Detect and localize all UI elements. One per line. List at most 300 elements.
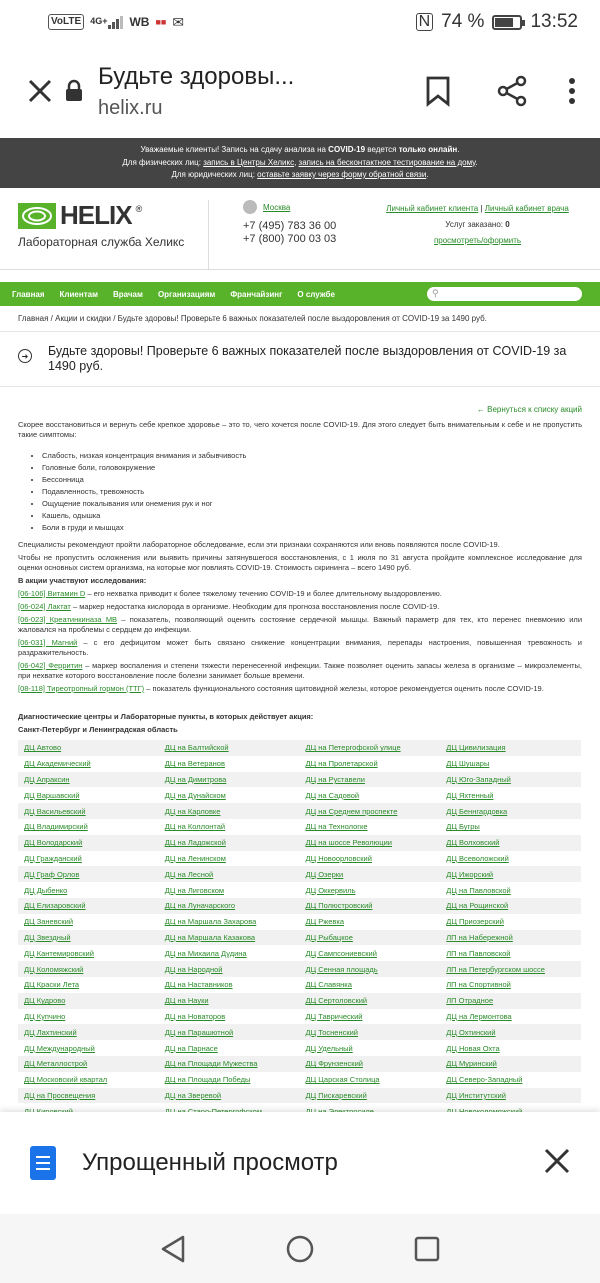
center-link[interactable]: ДЦ Граф Орлов — [24, 869, 80, 879]
center-link[interactable]: ДЦ на Ладожской — [164, 838, 226, 848]
center-link[interactable]: ДЦ Кантемировский — [24, 948, 94, 958]
home-test-link[interactable]: запись на бесконтактное тестирование на дому — [298, 157, 476, 167]
center-link[interactable]: ДЦ Таврический — [305, 1011, 363, 1021]
nfc-icon: N — [416, 13, 434, 31]
center-link[interactable]: ДЦ на Маршала Казакова — [164, 932, 256, 942]
center-link[interactable]: ДЦ Заневский — [24, 917, 74, 927]
page-address[interactable] — [98, 63, 406, 120]
table-row — [18, 914, 581, 930]
table-cell — [440, 914, 581, 930]
table-cell — [18, 898, 159, 914]
center-link[interactable]: ДЦ на Павловской — [446, 885, 511, 895]
table-cell — [159, 945, 300, 961]
center-link[interactable]: ДЦ на Лесной — [164, 869, 214, 879]
carrier-icon: WB — [129, 15, 150, 29]
table-cell — [159, 1056, 300, 1072]
center-link[interactable]: ДЦ Володарский — [24, 838, 83, 848]
doctor-cabinet-link[interactable]: Личный кабинет врача — [484, 204, 569, 213]
lock-icon[interactable] — [62, 69, 86, 113]
center-link[interactable]: ДЦ Ржевка — [305, 917, 345, 927]
table-cell — [18, 835, 159, 851]
bookmark-button[interactable] — [416, 69, 460, 113]
center-link[interactable]: ДЦ на Науки — [164, 996, 209, 1006]
site-header — [0, 188, 600, 270]
symptoms-list — [42, 450, 582, 534]
signal-icon: 4G+ — [90, 16, 123, 29]
table-cell — [159, 930, 300, 946]
page-title: Будьте здоровы... — [98, 62, 295, 90]
table-cell — [159, 914, 300, 930]
table-row — [18, 1056, 581, 1072]
research-item: [06-023] Креатинкиназа МВ – показатель, позволяющий оценить состояние сердечной мышцы. Важный параметр для тех, кто перенес пневмонию или жаловался на проблемы с сердцем до инфекции. — [18, 615, 583, 634]
research-item: [08-118] Тиреотропный гормон (ТТГ) – показатель функционального состояния щитовидной железы, которое рекомендуется оценить после COVID-19. — [18, 684, 544, 693]
table-cell — [18, 1056, 159, 1072]
center-link[interactable]: ДЦ Международный — [24, 1043, 95, 1053]
page-domain: helix.ru — [98, 96, 163, 119]
center-link[interactable]: ДЦ Яхтенный — [446, 790, 494, 800]
web-page — [0, 138, 600, 1120]
app-icon: ■■ — [155, 17, 167, 27]
client-cabinet-link[interactable]: Личный кабинет клиента — [386, 204, 479, 213]
center-link[interactable]: ДЦ Дыбенко — [24, 885, 68, 895]
test-link-vitamin-d[interactable]: [06-106] Витамин D — [18, 589, 86, 598]
center-link[interactable]: ДЦ Ижорский — [446, 869, 494, 879]
recents-icon[interactable] — [413, 1235, 441, 1263]
center-link[interactable]: ДЦ на Народной — [164, 964, 223, 974]
center-link[interactable]: ДЦ на Михаила Дудина — [164, 948, 247, 958]
center-link[interactable]: ДЦ Северо-Западный — [446, 1075, 523, 1085]
table-cell — [18, 961, 159, 977]
table-row — [18, 961, 581, 977]
table-cell — [18, 756, 159, 772]
promo-text: Чтобы не пропустить осложнения или выявить причины затянувшегося восстановления, с 1 июля по 31 августа пройдите комплексное исследование для оценки основных систем организма, на которые мог повлиять COVID-19. Стоимость скрининга – всего 1490 руб. — [18, 553, 582, 572]
table-cell — [300, 882, 441, 898]
table-cell — [440, 851, 581, 867]
research-item: [06-031] Магний – с его дефицитом может быть связано снижение концентрации внимания, перепады настроения, повышенная тревожность и раздражительность. — [18, 638, 582, 657]
centers-table — [18, 740, 581, 1135]
table-cell — [159, 819, 300, 835]
account-links: Личный кабинет клиента | Личный кабинет врача Услуг заказано: 0 просмотреть/оформить — [373, 200, 582, 269]
center-link[interactable]: ДЦ Варшавский — [24, 790, 80, 800]
center-link[interactable]: ДЦ Шушары — [446, 759, 490, 769]
center-link[interactable]: ДЦ на Садовой — [305, 790, 360, 800]
table-cell — [300, 1088, 441, 1104]
center-link[interactable]: ДЦ Приозерский — [446, 917, 504, 927]
list-item: • Слабость, низкая концентрация внимания и забывчивость — [42, 450, 582, 462]
table-row — [18, 977, 581, 993]
center-link[interactable]: ДЦ Купчино — [24, 1011, 66, 1021]
centers-title: Диагностические центры и Лабораторные пункты, в которых действует акция: — [18, 712, 314, 721]
table-cell — [18, 914, 159, 930]
table-cell — [159, 835, 300, 851]
table-cell — [18, 882, 159, 898]
table-cell — [300, 1072, 441, 1088]
center-link[interactable]: ДЦ на Площади Победы — [164, 1075, 251, 1085]
table-cell — [440, 866, 581, 882]
table-cell — [300, 945, 441, 961]
battery-percent: 74 % — [441, 11, 485, 32]
center-link[interactable]: ЛП на Набережной — [446, 932, 513, 942]
table-cell — [300, 756, 441, 772]
search-icon: ⚲ — [432, 288, 439, 298]
table-row — [18, 993, 581, 1009]
search-input[interactable] — [427, 287, 582, 301]
table-cell — [440, 1009, 581, 1025]
globe-icon — [243, 200, 257, 214]
table-cell — [300, 819, 441, 835]
arrow-right-icon: ➔ — [18, 349, 32, 363]
share-icon — [496, 75, 528, 107]
center-link[interactable]: ДЦ Цивилизация — [446, 743, 506, 753]
phone-free[interactable]: +7 (800) 700 03 03 — [243, 233, 337, 245]
mail-icon: ✉ — [172, 13, 185, 30]
table-row — [18, 1072, 581, 1088]
table-cell — [440, 803, 581, 819]
center-link[interactable]: ДЦ Металлострой — [24, 1059, 88, 1069]
table-cell — [159, 851, 300, 867]
center-link[interactable]: ДЦ на Маршала Захарова — [164, 917, 257, 927]
table-cell — [300, 803, 441, 819]
table-cell — [18, 945, 159, 961]
table-row — [18, 835, 581, 851]
table-cell — [159, 898, 300, 914]
home-icon[interactable] — [285, 1234, 315, 1264]
table-cell — [440, 945, 581, 961]
center-link[interactable]: ДЦ Тосненский — [305, 1027, 358, 1037]
table-cell — [159, 1072, 300, 1088]
table-cell — [159, 961, 300, 977]
table-cell — [18, 1072, 159, 1088]
back-icon[interactable] — [159, 1234, 187, 1264]
center-link[interactable]: ДЦ на Просвещения — [24, 1090, 96, 1100]
table-cell — [300, 961, 441, 977]
table-cell — [440, 1024, 581, 1040]
table-cell — [18, 1040, 159, 1056]
table-cell — [159, 882, 300, 898]
list-item: • Ощущение покалывания или онемения рук и ног — [42, 498, 582, 510]
center-link[interactable]: ДЦ Охтинский — [446, 1027, 496, 1037]
table-cell — [440, 1040, 581, 1056]
table-cell — [300, 835, 441, 851]
center-link[interactable]: ДЦ на Площади Мужества — [164, 1059, 258, 1069]
research-title: В акции участвуют исследования: — [18, 576, 147, 585]
center-link[interactable]: ДЦ на Среднем проспекте — [305, 806, 398, 816]
center-link[interactable]: ДЦ Академический — [24, 759, 91, 769]
table-cell — [159, 1088, 300, 1104]
covid-notice: Уважаемые клиенты! Запись на сдачу анализа на COVID-19 ведется только онлайн. Для физических лиц: запись в Центры Хеликс, запись на бесконтактное тестирование на дому. Для юридических лиц: оставьте заявку через форму обратной связи. — [0, 138, 600, 188]
center-link[interactable]: ДЦ Пискаревский — [305, 1090, 367, 1100]
table-cell — [440, 993, 581, 1009]
table-cell — [300, 1056, 441, 1072]
center-link[interactable]: ДЦ Автово — [24, 743, 62, 753]
center-link[interactable]: ДЦ Славянка — [305, 980, 352, 990]
list-item: • Головные боли, головокружение — [42, 462, 582, 474]
research-item: [06-024] Лактат – маркер недостатка кислорода в организме. Необходим для прогноза восстановления после COVID-19. — [18, 602, 440, 611]
intro-text: Скорее восстановиться и вернуть себе крепкое здоровье – это то, чего хочется после COVID-19. Для этого следует быть внимательным к себе и не пропустить такие симптомы: — [18, 420, 582, 439]
table-cell — [440, 740, 581, 756]
center-link[interactable]: ДЦ Новая Охта — [446, 1043, 500, 1053]
center-link[interactable]: ДЦ Волховский — [446, 838, 500, 848]
table-cell — [18, 851, 159, 867]
table-row — [18, 851, 581, 867]
table-cell — [300, 851, 441, 867]
table-row — [18, 930, 581, 946]
list-item: • Бессонница — [42, 474, 582, 486]
center-link[interactable]: ДЦ Всеволожский — [446, 853, 509, 863]
table-cell — [440, 772, 581, 788]
battery-icon — [492, 15, 522, 30]
center-link[interactable]: ДЦ Апраксин — [24, 774, 70, 784]
center-link[interactable]: ДЦ на Технологке — [305, 822, 368, 832]
menu-button[interactable] — [562, 69, 582, 113]
center-link[interactable]: ДЦ Краски Лета — [24, 980, 80, 990]
table-cell — [159, 1040, 300, 1056]
research-item: [06-042] Ферритин – маркер воспаления и степени тяжести перенесенной инфекции. Также позволяет оценить запасы железа в организме – микроэлементы, при нехватке которого восстановление после болезни занимает больше времени. — [18, 661, 582, 680]
table-cell — [18, 1009, 159, 1025]
main-nav — [0, 282, 600, 306]
orders-count: Услуг заказано: 0 — [445, 220, 510, 229]
table-cell — [300, 772, 441, 788]
center-link[interactable]: ДЦ Московский квартал — [24, 1075, 108, 1085]
center-link[interactable]: ДЦ на Новаторов — [164, 1011, 226, 1021]
back-to-promos-link[interactable]: ← Вернуться к списку акций — [476, 405, 582, 414]
table-cell — [300, 1009, 441, 1025]
center-link[interactable]: ДЦ на Руставели — [305, 774, 365, 784]
center-link[interactable]: ДЦ Сертоловский — [305, 996, 368, 1006]
center-link[interactable]: ДЦ на Петергофской улице — [305, 743, 401, 753]
center-link[interactable]: ДЦ на Наставников — [164, 980, 233, 990]
helix-logo-icon — [18, 203, 56, 229]
table-cell — [440, 787, 581, 803]
center-link[interactable]: ДЦ на Рощинской — [446, 901, 509, 911]
center-link[interactable]: ДЦ Васильевский — [24, 806, 86, 816]
status-bar — [0, 0, 600, 44]
center-link[interactable]: ЛП на Спортивной — [446, 980, 511, 990]
table-cell — [18, 993, 159, 1009]
table-cell — [440, 930, 581, 946]
table-cell — [300, 1024, 441, 1040]
logo-subtitle: Лабораторная служба Хеликс — [18, 235, 185, 249]
center-link[interactable]: ДЦ Владимирский — [24, 822, 88, 832]
table-row — [18, 787, 581, 803]
test-link-lactate[interactable]: [06-024] Лактат — [18, 602, 71, 611]
center-link[interactable]: ДЦ Гражданский — [24, 853, 82, 863]
center-link[interactable]: ДЦ Озерки — [305, 869, 344, 879]
table-cell — [440, 1056, 581, 1072]
table-row — [18, 1009, 581, 1025]
close-icon — [27, 78, 53, 104]
share-button[interactable] — [490, 69, 534, 113]
breadcrumb: Главная / Акции и скидки / Будьте здоровы! Проверьте 6 важных показателей после выздоровления от COVID-19 за 1490 руб. — [0, 306, 600, 332]
list-item: • Кашель, одышка — [42, 510, 582, 522]
table-cell — [440, 1088, 581, 1104]
simplified-view-bar[interactable] — [0, 1112, 600, 1214]
table-cell — [18, 772, 159, 788]
volte-indicator: VoLTE — [48, 14, 84, 30]
center-link[interactable]: ДЦ Новоорловский — [305, 853, 372, 863]
promo-title-box — [0, 332, 600, 387]
close-tab-button[interactable] — [18, 69, 62, 113]
table-cell — [440, 977, 581, 993]
clock: 13:52 — [530, 11, 578, 32]
city-selector[interactable]: Москва — [243, 200, 373, 214]
nav-doctors[interactable]: Врачам — [113, 289, 143, 299]
feedback-form-link[interactable]: оставьте заявку через форму обратной связи — [257, 170, 427, 179]
center-link[interactable]: ДЦ Кудрово — [24, 996, 66, 1006]
list-item: • Подавленность, тревожность — [42, 486, 582, 498]
center-link[interactable]: ДЦ Елизаровский — [24, 901, 86, 911]
center-link[interactable]: ДЦ на Коллонтай — [164, 822, 226, 832]
more-vert-icon — [568, 77, 576, 105]
bookmark-icon — [425, 76, 451, 106]
center-link[interactable]: ДЦ Сенная площадь — [305, 964, 378, 974]
table-cell — [18, 866, 159, 882]
center-link[interactable]: ДЦ на Карловке — [164, 806, 221, 816]
center-link[interactable]: ДЦ на Лермонтова — [446, 1011, 512, 1021]
document-icon — [30, 1146, 56, 1180]
center-link[interactable]: ДЦ на Зверевой — [164, 1090, 222, 1100]
center-link[interactable]: ДЦ Звездный — [24, 932, 71, 942]
center-link[interactable]: ДЦ на Ленинском — [164, 853, 226, 863]
center-link[interactable]: ДЦ Полюстровский — [305, 901, 373, 911]
center-link[interactable]: ДЦ Оккервиль — [305, 885, 356, 895]
table-row — [18, 803, 581, 819]
center-link[interactable]: ДЦ Муринский — [446, 1059, 497, 1069]
center-link[interactable]: ДЦ Царская Столица — [305, 1075, 380, 1085]
table-cell — [300, 740, 441, 756]
center-link[interactable]: ДЦ на Дунайском — [164, 790, 226, 800]
center-link[interactable]: ДЦ Коломяжский — [24, 964, 84, 974]
phone-moscow[interactable]: +7 (495) 783 36 00 — [243, 220, 337, 232]
table-cell — [440, 882, 581, 898]
table-row — [18, 1024, 581, 1040]
center-link[interactable]: ДЦ на Балтийской — [164, 743, 229, 753]
table-cell — [300, 914, 441, 930]
table-cell — [18, 1024, 159, 1040]
test-link-ferritin[interactable]: [06-042] Ферритин — [18, 661, 83, 670]
center-link[interactable]: ЛП на Павловской — [446, 948, 511, 958]
contacts — [208, 200, 373, 269]
table-cell — [159, 740, 300, 756]
table-cell — [300, 898, 441, 914]
nav-clients[interactable]: Клиентам — [59, 289, 98, 299]
table-cell — [18, 787, 159, 803]
center-link[interactable]: ДЦ Удельный — [305, 1043, 353, 1053]
center-link[interactable]: ДЦ Институтский — [446, 1090, 506, 1100]
center-link[interactable]: ДЦ на Лиговском — [164, 885, 225, 895]
center-link[interactable]: ДЦ на Димитрова — [164, 774, 227, 784]
table-cell — [159, 803, 300, 819]
table-cell — [159, 977, 300, 993]
table-row — [18, 866, 581, 882]
table-cell — [159, 756, 300, 772]
research-item: [06-106] Витамин D – его нехватка приводит к более тяжелому течению COVID-19 и более длительному выздоровлению. — [18, 589, 442, 598]
center-link[interactable]: ДЦ на Парашютной — [164, 1027, 234, 1037]
close-icon — [544, 1148, 570, 1174]
table-cell — [440, 898, 581, 914]
center-link[interactable]: ДЦ Лахтинский — [24, 1027, 77, 1037]
table-row — [18, 1088, 581, 1104]
center-link[interactable]: ДЦ на Луначарского — [164, 901, 236, 911]
table-cell — [440, 1072, 581, 1088]
region-title: Санкт-Петербург и Ленинградская область — [18, 725, 178, 734]
system-nav-bar — [0, 1214, 600, 1283]
center-link[interactable]: ДЦ на Ветеранов — [164, 759, 225, 769]
table-cell — [440, 961, 581, 977]
center-link[interactable]: ДЦ Фрунзенский — [305, 1059, 363, 1069]
table-cell — [159, 866, 300, 882]
table-cell — [440, 756, 581, 772]
table-cell — [159, 772, 300, 788]
nav-organizations[interactable]: Организациям — [157, 289, 216, 299]
center-link[interactable]: ДЦ Юго-Западный — [446, 774, 511, 784]
table-cell — [300, 977, 441, 993]
center-link[interactable]: ДЦ Сампсониевский — [305, 948, 377, 958]
article — [0, 405, 600, 1150]
table-cell — [18, 1088, 159, 1104]
list-item: • Боли в груди и мышцах — [42, 522, 582, 534]
table-row — [18, 740, 581, 756]
table-row — [18, 1040, 581, 1056]
table-cell — [18, 930, 159, 946]
table-cell — [159, 993, 300, 1009]
center-link[interactable]: ЛП на Петербургском шоссе — [446, 964, 545, 974]
dismiss-simplified-button[interactable] — [544, 1144, 570, 1183]
center-link[interactable]: ДЦ на Парнасе — [164, 1043, 218, 1053]
table-cell — [300, 866, 441, 882]
clinic-booking-link[interactable]: запись в Центры Хеликс — [203, 157, 295, 167]
simplified-view-label[interactable]: Упрощенный просмотр — [82, 1149, 338, 1176]
nav-home[interactable]: Главная — [12, 289, 45, 299]
nav-about[interactable]: О службе — [297, 289, 335, 299]
table-row — [18, 898, 581, 914]
test-link-ck-mb[interactable]: [06-023] Креатинкиназа МВ — [18, 615, 118, 624]
recommendation-text: Специалисты рекомендуют пройти лабораторное обследование, если эти признаки сохраняются или вновь появляются после COVID-19. — [18, 540, 500, 549]
table-cell — [440, 835, 581, 851]
table-cell — [159, 787, 300, 803]
table-row — [18, 819, 581, 835]
table-cell — [440, 819, 581, 835]
table-cell — [300, 1040, 441, 1056]
table-cell — [18, 740, 159, 756]
table-row — [18, 945, 581, 961]
table-cell — [300, 787, 441, 803]
test-link-tsh[interactable]: [08-118] Тиреотропный гормон (ТТГ) — [18, 684, 145, 693]
center-link[interactable]: ДЦ Бугры — [446, 822, 480, 832]
table-cell — [159, 1009, 300, 1025]
center-link[interactable]: ДЦ на Пролетарской — [305, 759, 378, 769]
browser-toolbar — [0, 44, 600, 138]
table-cell — [300, 930, 441, 946]
test-link-magnesium[interactable]: [06-031] Магний — [18, 638, 78, 647]
view-order-link[interactable]: просмотреть/оформить — [433, 236, 522, 245]
table-cell — [159, 1024, 300, 1040]
table-cell — [300, 993, 441, 1009]
logo[interactable]: HELIX ® Лабораторная служба Хеликс — [18, 200, 208, 269]
table-cell — [18, 803, 159, 819]
center-link[interactable]: ЛП Отрадное — [446, 996, 494, 1006]
nav-franchise[interactable]: Франчайзинг — [230, 289, 283, 299]
table-row — [18, 756, 581, 772]
table-cell — [18, 977, 159, 993]
table-row — [18, 882, 581, 898]
table-cell — [18, 819, 159, 835]
table-row — [18, 772, 581, 788]
page-heading: Будьте здоровы! Проверьте 6 важных показателей после выздоровления от COVID-19 за 1490 руб. — [48, 344, 567, 373]
center-link[interactable]: ДЦ Беннгардовка — [446, 806, 508, 816]
center-link[interactable]: ДЦ на шоссе Революции — [305, 838, 392, 848]
center-link[interactable]: ДЦ Рыбацкое — [305, 932, 353, 942]
